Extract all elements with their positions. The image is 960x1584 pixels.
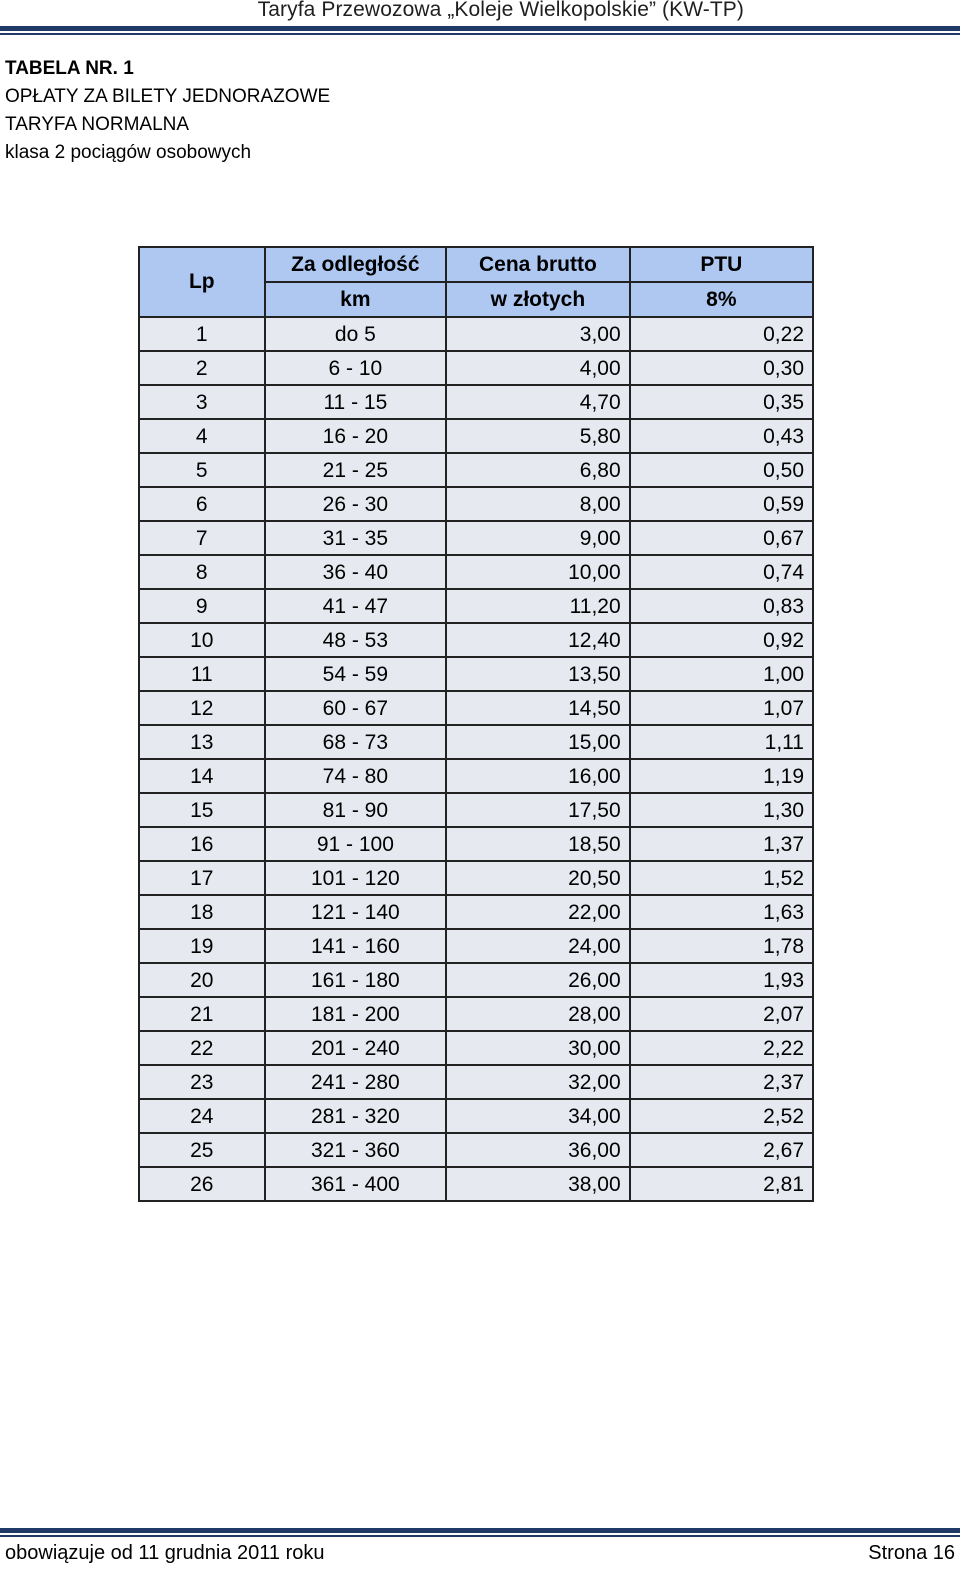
row-vat: 2,07 (630, 997, 813, 1031)
row-distance: 201 - 240 (265, 1031, 447, 1065)
table-number: TABELA NR. 1 (5, 58, 134, 79)
table-row (139, 657, 813, 691)
row-lp: 7 (139, 521, 265, 555)
row-distance: 60 - 67 (265, 691, 447, 725)
row-price: 10,00 (446, 555, 629, 589)
row-price: 8,00 (446, 487, 629, 521)
heading-line-1: OPŁATY ZA BILETY JEDNORAZOWE (5, 86, 331, 107)
row-vat: 2,52 (630, 1099, 813, 1133)
table-row (139, 691, 813, 725)
row-vat: 2,37 (630, 1065, 813, 1099)
row-price: 11,20 (446, 589, 629, 623)
row-distance: 68 - 73 (265, 725, 447, 759)
table-heading (5, 55, 330, 167)
footer-rule-thin (0, 1535, 960, 1537)
row-distance: 74 - 80 (265, 759, 447, 793)
row-price: 4,70 (446, 385, 629, 419)
row-distance: 16 - 20 (265, 419, 447, 453)
row-vat: 0,83 (630, 589, 813, 623)
table-row (139, 1099, 813, 1133)
row-distance: 281 - 320 (265, 1099, 447, 1133)
table-row (139, 385, 813, 419)
row-distance: 161 - 180 (265, 963, 447, 997)
fare-table-body (139, 317, 813, 1201)
row-vat: 1,78 (630, 929, 813, 963)
row-distance: 36 - 40 (265, 555, 447, 589)
table-row (139, 929, 813, 963)
fare-table (138, 246, 814, 1202)
header-lp: Lp (139, 247, 265, 317)
row-distance: 6 - 10 (265, 351, 447, 385)
row-lp: 9 (139, 589, 265, 623)
table-row (139, 827, 813, 861)
table-row (139, 1167, 813, 1201)
row-vat: 1,63 (630, 895, 813, 929)
header-price-unit: w złotych (446, 282, 629, 317)
row-vat: 0,30 (630, 351, 813, 385)
row-lp: 25 (139, 1133, 265, 1167)
row-lp: 8 (139, 555, 265, 589)
row-price: 34,00 (446, 1099, 629, 1133)
row-price: 16,00 (446, 759, 629, 793)
row-lp: 13 (139, 725, 265, 759)
row-distance: 41 - 47 (265, 589, 447, 623)
row-distance: 31 - 35 (265, 521, 447, 555)
row-distance: 121 - 140 (265, 895, 447, 929)
row-distance: 361 - 400 (265, 1167, 447, 1201)
row-lp: 22 (139, 1031, 265, 1065)
table-row (139, 487, 813, 521)
header-vat: PTU (630, 247, 813, 282)
row-lp: 11 (139, 657, 265, 691)
table-row (139, 623, 813, 657)
row-price: 12,40 (446, 623, 629, 657)
row-distance: 91 - 100 (265, 827, 447, 861)
row-lp: 15 (139, 793, 265, 827)
row-lp: 18 (139, 895, 265, 929)
table-row (139, 419, 813, 453)
row-vat: 2,22 (630, 1031, 813, 1065)
row-vat: 1,37 (630, 827, 813, 861)
row-lp: 20 (139, 963, 265, 997)
table-row (139, 589, 813, 623)
header-distance: Za odległość (265, 247, 447, 282)
row-lp: 21 (139, 997, 265, 1031)
table-row (139, 759, 813, 793)
row-distance: 241 - 280 (265, 1065, 447, 1099)
row-price: 14,50 (446, 691, 629, 725)
row-vat: 2,67 (630, 1133, 813, 1167)
row-vat: 0,74 (630, 555, 813, 589)
row-price: 13,50 (446, 657, 629, 691)
row-lp: 1 (139, 317, 265, 351)
table-row (139, 861, 813, 895)
row-vat: 0,92 (630, 623, 813, 657)
table-row (139, 997, 813, 1031)
heading-line-2: TARYFA NORMALNA (5, 114, 190, 135)
row-vat: 1,00 (630, 657, 813, 691)
row-price: 30,00 (446, 1031, 629, 1065)
row-price: 6,80 (446, 453, 629, 487)
fare-table-header (139, 247, 813, 317)
header-rule-thick (0, 26, 960, 31)
row-lp: 5 (139, 453, 265, 487)
row-vat: 1,93 (630, 963, 813, 997)
table-row (139, 351, 813, 385)
header-price: Cena brutto (446, 247, 629, 282)
row-lp: 14 (139, 759, 265, 793)
row-lp: 3 (139, 385, 265, 419)
table-row (139, 317, 813, 351)
row-vat: 0,35 (630, 385, 813, 419)
page-number: Strona 16 (868, 1542, 955, 1564)
row-price: 17,50 (446, 793, 629, 827)
row-price: 22,00 (446, 895, 629, 929)
row-vat: 0,22 (630, 317, 813, 351)
row-price: 4,00 (446, 351, 629, 385)
row-distance: 48 - 53 (265, 623, 447, 657)
row-price: 28,00 (446, 997, 629, 1031)
row-price: 26,00 (446, 963, 629, 997)
row-lp: 12 (139, 691, 265, 725)
header-vat-rate: 8% (630, 282, 813, 317)
page-footer (0, 1540, 960, 1584)
table-row (139, 725, 813, 759)
row-distance: 21 - 25 (265, 453, 447, 487)
row-price: 36,00 (446, 1133, 629, 1167)
table-row (139, 963, 813, 997)
table-row (139, 555, 813, 589)
row-distance: do 5 (265, 317, 447, 351)
running-title: Taryfa Przewozowa „Koleje Wielkopolskie” (KW-TP) (257, 0, 744, 21)
row-lp: 16 (139, 827, 265, 861)
footer-rule-thick (0, 1528, 960, 1533)
row-vat: 0,59 (630, 487, 813, 521)
row-lp: 26 (139, 1167, 265, 1201)
row-lp: 2 (139, 351, 265, 385)
row-vat: 0,50 (630, 453, 813, 487)
row-vat: 1,52 (630, 861, 813, 895)
row-distance: 101 - 120 (265, 861, 447, 895)
row-price: 15,00 (446, 725, 629, 759)
row-vat: 1,11 (630, 725, 813, 759)
row-price: 5,80 (446, 419, 629, 453)
row-price: 20,50 (446, 861, 629, 895)
row-distance: 11 - 15 (265, 385, 447, 419)
row-lp: 24 (139, 1099, 265, 1133)
row-lp: 6 (139, 487, 265, 521)
table-row (139, 1133, 813, 1167)
table-row (139, 793, 813, 827)
row-distance: 181 - 200 (265, 997, 447, 1031)
row-vat: 1,19 (630, 759, 813, 793)
row-price: 24,00 (446, 929, 629, 963)
row-price: 18,50 (446, 827, 629, 861)
row-distance: 54 - 59 (265, 657, 447, 691)
row-vat: 1,30 (630, 793, 813, 827)
row-vat: 2,81 (630, 1167, 813, 1201)
row-lp: 19 (139, 929, 265, 963)
row-distance: 26 - 30 (265, 487, 447, 521)
header-distance-unit: km (265, 282, 447, 317)
row-price: 9,00 (446, 521, 629, 555)
table-row (139, 895, 813, 929)
row-distance: 141 - 160 (265, 929, 447, 963)
row-vat: 0,67 (630, 521, 813, 555)
table-row (139, 453, 813, 487)
row-lp: 10 (139, 623, 265, 657)
table-row (139, 521, 813, 555)
row-price: 3,00 (446, 317, 629, 351)
row-vat: 0,43 (630, 419, 813, 453)
table-row (139, 1031, 813, 1065)
heading-line-3: klasa 2 pociągów osobowych (5, 142, 252, 163)
header-rule-thin (0, 33, 960, 35)
row-lp: 4 (139, 419, 265, 453)
table-row (139, 1065, 813, 1099)
row-distance: 81 - 90 (265, 793, 447, 827)
row-price: 32,00 (446, 1065, 629, 1099)
validity-note: obowiązuje od 11 grudnia 2011 roku (5, 1542, 325, 1564)
row-lp: 17 (139, 861, 265, 895)
row-price: 38,00 (446, 1167, 629, 1201)
row-vat: 1,07 (630, 691, 813, 725)
row-lp: 23 (139, 1065, 265, 1099)
row-distance: 321 - 360 (265, 1133, 447, 1167)
